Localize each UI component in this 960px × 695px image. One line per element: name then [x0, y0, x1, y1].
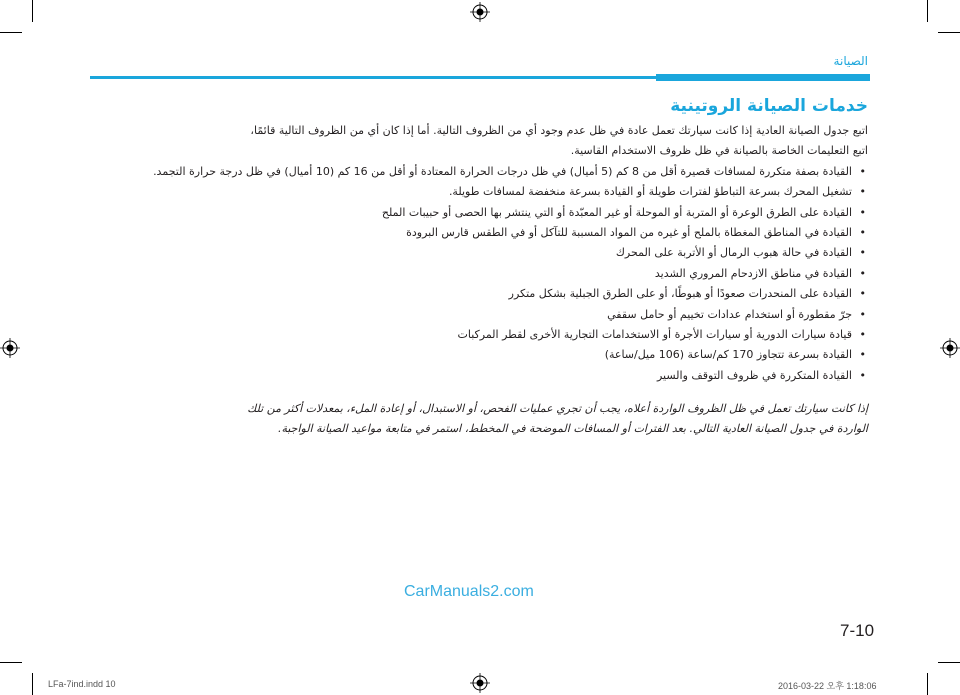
conditions-list — [86, 162, 868, 386]
list-item: • القيادة بسرعة تتجاوز 170 كم/ساعة (106 ميل/ساعة) — [86, 345, 868, 365]
registration-mark-icon — [470, 2, 490, 22]
page-title: خدمات الصيانة الروتينية — [670, 96, 868, 116]
list-item: • تشغيل المحرك بسرعة التباطؤ لفترات طويلة أو القيادة بسرعة منخفضة لمسافات طويلة. — [86, 182, 868, 202]
list-item: • القيادة المتكررة في ظروف التوقف والسير — [86, 366, 868, 386]
registration-mark-icon — [470, 673, 490, 693]
main-content — [86, 121, 868, 386]
note-line: إذا كانت سيارتك تعمل في ظل الظروف الواردة أعلاه، يجب أن تجري عمليات الفحص، أو الاستبدال، أو إعادة الملء، بمعدلات أكثر من تلك — [247, 402, 868, 415]
section-header: الصيانة — [833, 54, 868, 68]
list-item: • القيادة على المنحدرات صعودًا أو هبوطًا، أو على الطرق الجبلية بشكل متكرر — [86, 284, 868, 304]
note-line: الواردة في جدول الصيانة العادية التالي. بعد الفترات أو المسافات الموضحة في المخطط، استمر في متابعة مواعيد الصيانة الواجبة. — [277, 422, 868, 435]
intro-line: اتبع التعليمات الخاصة بالصيانة في ظل ظروف الاستخدام القاسية. — [570, 144, 868, 158]
registration-mark-icon — [940, 338, 960, 358]
list-item: • قيادة سيارات الدورية أو سيارات الأجرة أو الاستخدامات التجارية الأخرى لقطر المركبات — [86, 325, 868, 345]
list-item: • القيادة بصفة متكررة لمسافات قصيرة أقل من 8 كم (5 أميال) في ظل درجات الحرارة المعتادة أو أقل من 16 كم (10 أميال) في ظل درجة حرارة التجمد. — [86, 162, 868, 182]
crop-mark — [938, 662, 960, 663]
crop-mark — [0, 662, 22, 663]
registration-mark-icon — [0, 338, 20, 358]
header-rule-accent — [656, 74, 870, 81]
crop-mark — [32, 673, 33, 695]
crop-mark — [927, 673, 928, 695]
list-item: • جرّ مقطورة أو استخدام عدادات تخييم أو حامل سقفي — [86, 305, 868, 325]
crop-mark — [32, 0, 33, 22]
crop-mark — [927, 0, 928, 22]
note-paragraph — [86, 399, 868, 439]
slug-file: LFa-7ind.indd 10 — [48, 679, 116, 689]
list-item: • القيادة في مناطق الازدحام المروري الشديد — [86, 264, 868, 284]
watermark-link[interactable]: CarManuals2.com — [404, 583, 534, 600]
list-item: • القيادة في حالة هبوب الرمال أو الأتربة على المحرك — [86, 243, 868, 263]
header-rule — [90, 76, 656, 79]
page-number: 7-10 — [840, 621, 875, 640]
crop-mark — [0, 32, 22, 33]
list-item: • القيادة على الطرق الوعرة أو المتربة أو الموحلة أو غير المعبّدة أو التي ينتشر بها الحصى أو حبيبات الملح — [86, 203, 868, 223]
intro-line: اتبع جدول الصيانة العادية إذا كانت سيارتك تعمل عادة في ظل عدم وجود أي من الظروف التالية. أما إذا كان أي من الظروف التالية قائمًا، — [250, 124, 868, 137]
crop-mark — [938, 32, 960, 33]
slug-date: 2016-03-22 오후 1:18:06 — [778, 681, 877, 691]
list-item: • القيادة في المناطق المغطاة بالملح أو غيره من المواد المسببة للتآكل أو في الطقس قارس البرودة — [86, 223, 868, 243]
